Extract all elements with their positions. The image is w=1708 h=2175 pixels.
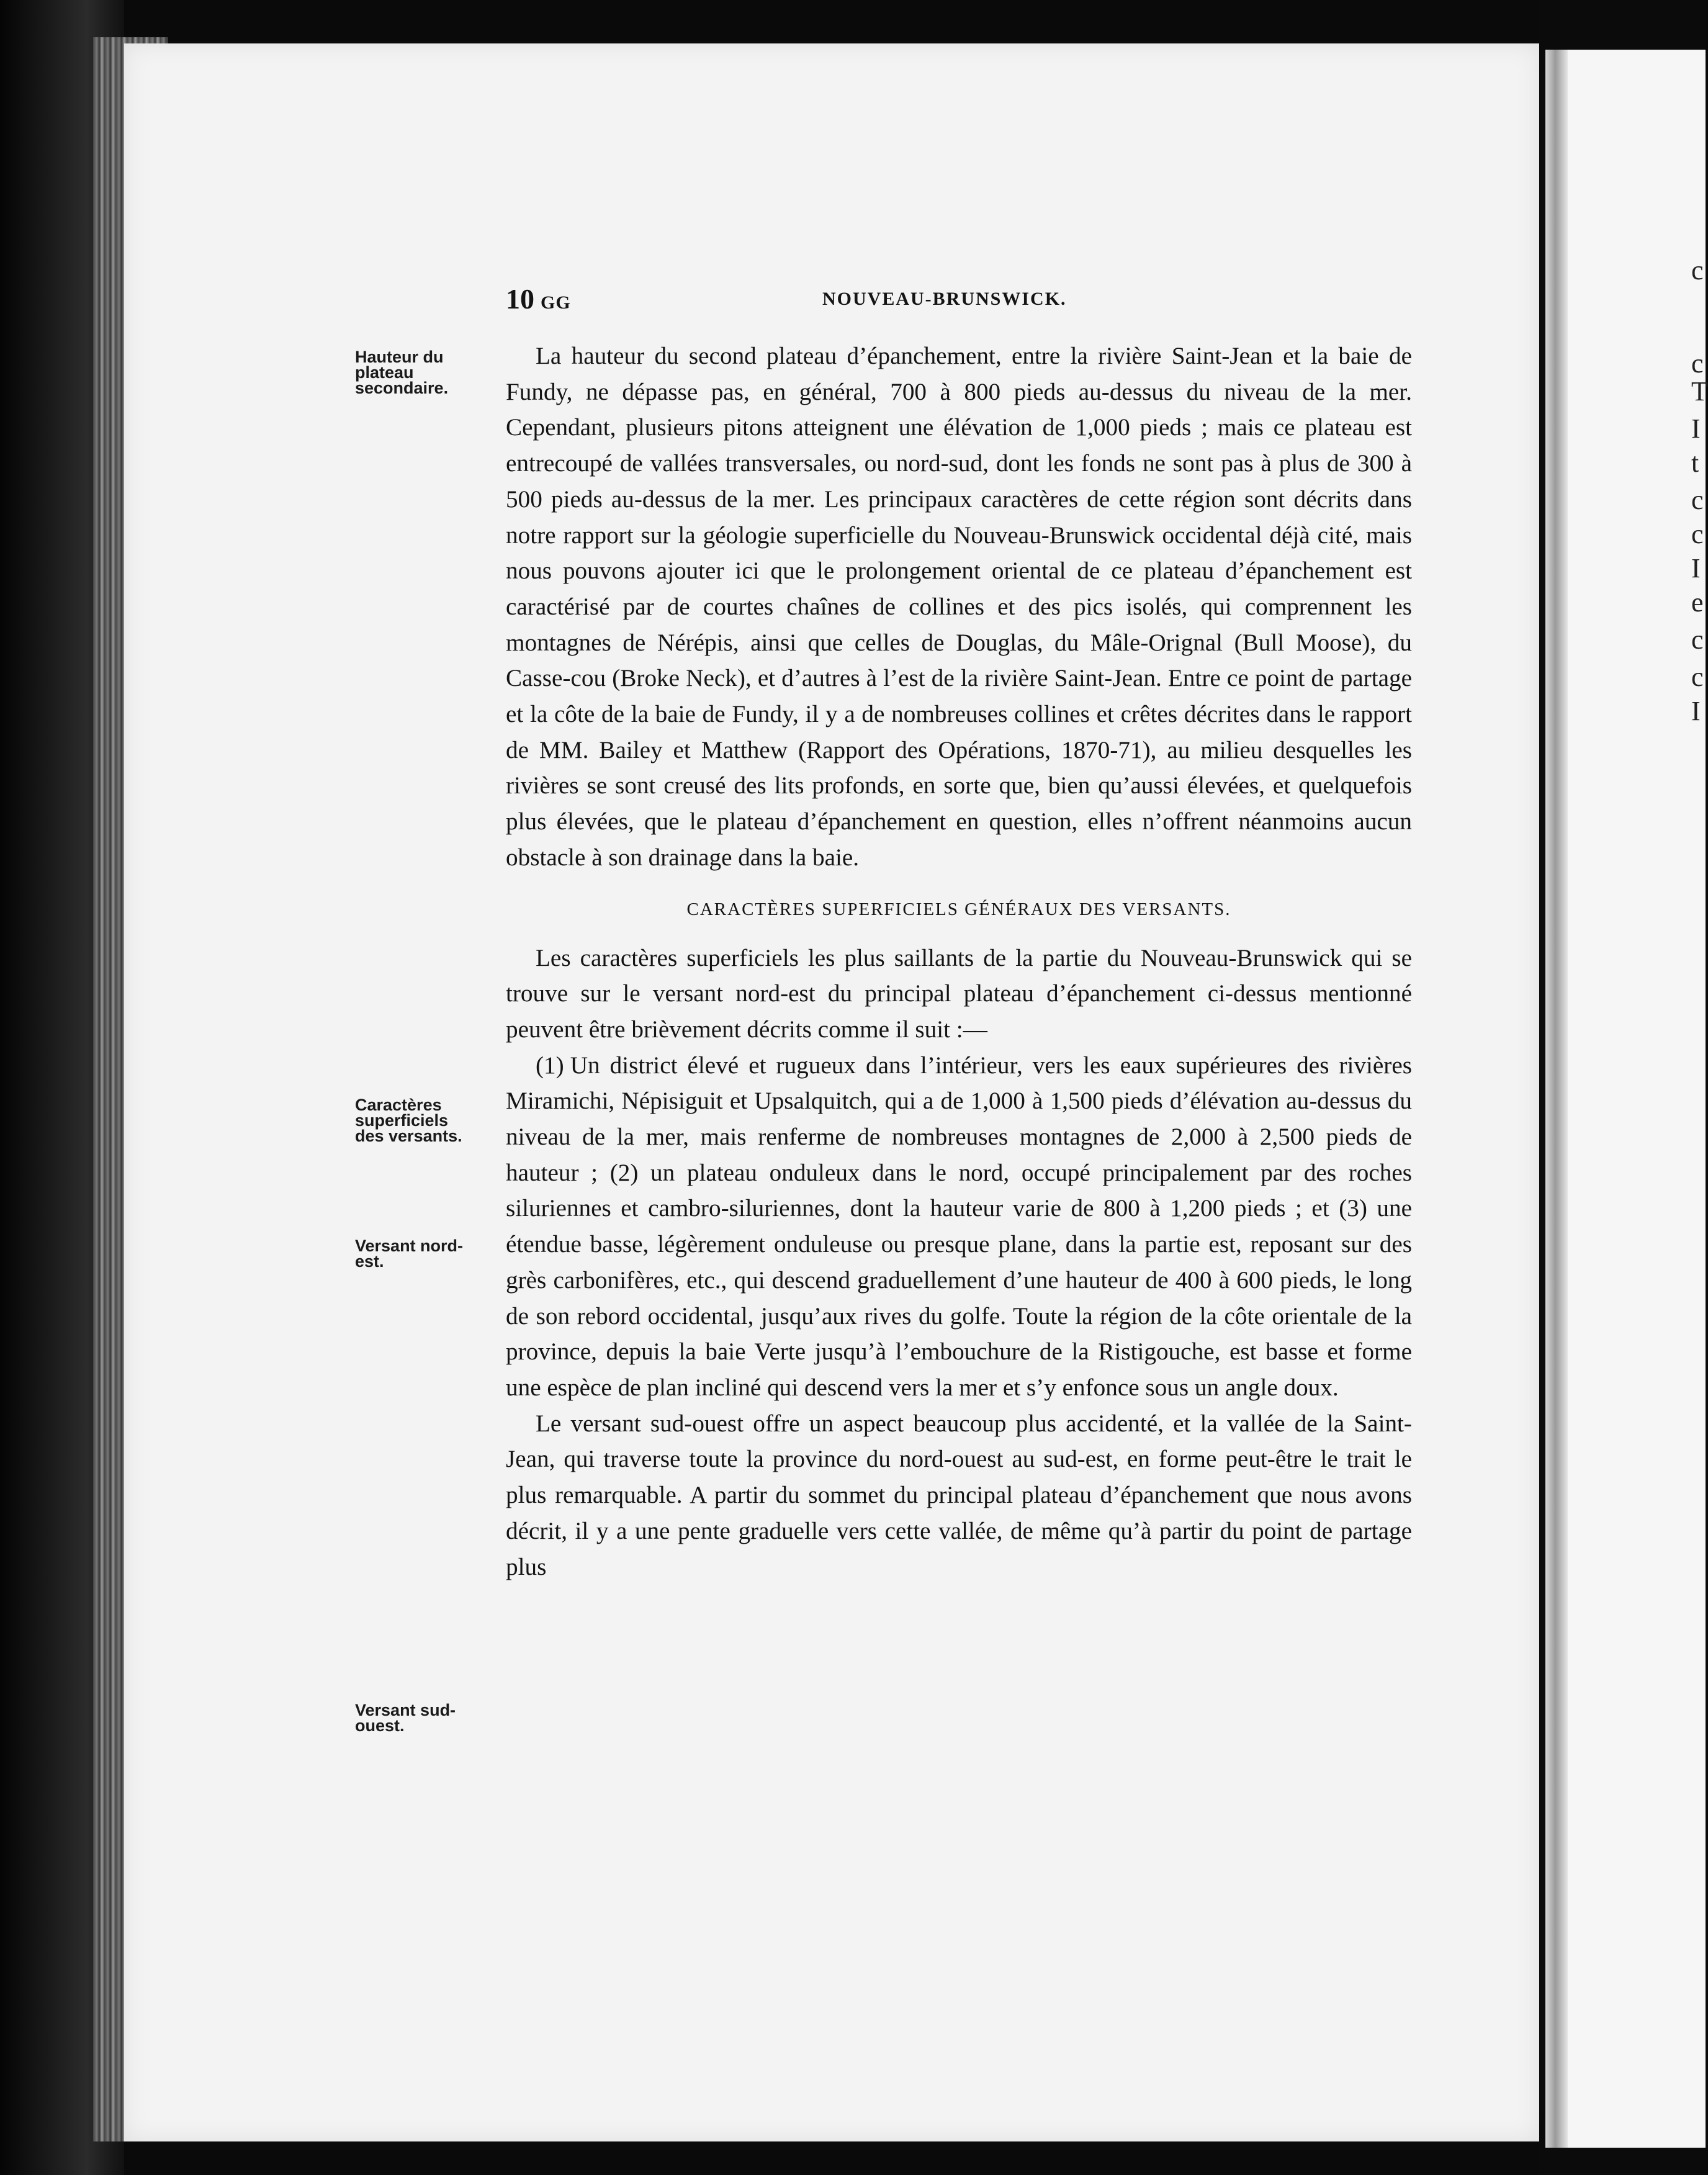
facing-page-letter: t xyxy=(1691,448,1699,478)
facing-page-letter: c xyxy=(1691,662,1704,692)
facing-page-letter: I xyxy=(1691,696,1701,726)
facing-page-letter: c xyxy=(1691,624,1704,655)
margin-note-hauteur: Hauteur du plateau secondaire. xyxy=(355,348,449,397)
page-body xyxy=(506,338,1412,1585)
margin-note-versant-nord-est: Versant nord- est. xyxy=(355,1236,464,1271)
paragraph-hauteur: La hauteur du second plateau d’épanchement, entre la rivière Saint-Jean et la baie de Fundy, ne dépasse pas, en général, 700 à 800 pieds au-dessus du niveau de la mer. Cependant, plusieurs pitons atteignent une élévation de 1,000 pieds ; mais ce plateau est entrecoupé de vallées transversales, ou nord-sud, dont les fonds ne sont pas à plus de 300 à 500 pieds au-dessus de la mer. Les principaux caractères de cette région sont décrits dans notre rapport sur la géologie superficielle du Nouveau-Brunswick occidental déjà cité, mais nous pouvons ajouter ici que le prolongement oriental de ce plateau d’épanchement est caractérisé par de courtes chaînes de collines et des pics isolés, qui comprennent les montagnes de Nérépis, ainsi que celles de Douglas, du Mâle-Orignal (Bull Moose), du Casse-cou (Broke Neck), et d’autres à l’est de la rivière Saint-Jean. Entre ce point de partage et la côte de la baie de Fundy, il y a de nombreuses collines et crêtes décrites dans le rapport de MM. Bailey et Matthew (Rapport des Opérations, 1870-71), au milieu desquelles les rivières se sont creusé des lits profonds, en sorte que, bien qu’aussi élevées, et quelquefois plus élevées, que le plateau d’épanchement en question, elles n’offrent néanmoins aucun obstacle à son drainage dans la baie. xyxy=(506,343,1412,871)
running-title: NOUVEAU-BRUNSWICK. xyxy=(822,289,1067,309)
facing-page-letter: c xyxy=(1691,485,1704,515)
margin-note-versant-sud-ouest: Versant sud- ouest. xyxy=(355,1701,456,1735)
section-title: CARACTÈRES SUPERFICIELS GÉNÉRAUX DES VERSANTS. xyxy=(686,899,1231,919)
book-spine-gutter xyxy=(1545,50,1568,2148)
page-header xyxy=(506,282,1412,320)
paragraph-number: (1) xyxy=(536,1051,564,1079)
paragraph-versant-sud-ouest: Le versant sud-ouest offre un aspect beaucoup plus accidenté, et la vallée de la Saint-Jean, qui traverse toute la province du nord-ouest au sud-est, en forme peut-être le trait le plus remarquable. A partir du sommet du principal plateau d’épanchement que nous avons décrit, il y a une pente graduelle vers cette vallée, de même qu’à partir du point de partage plus xyxy=(506,1410,1412,1580)
paragraph-versant-nord-est: (1) Un district élevé et rugueux dans l’intérieur, vers les eaux supérieures des rivières Miramichi, Népisiguit et Upsalquitch, qui a de 1,000 à 1,500 pieds d’élévation au-dessus du niveau de la mer, mais renferme de nombreuses montagnes de 2,000 à 2,500 pieds de hauteur ; (2) un plateau onduleux dans le nord, occupé principalement par des roches siluriennes et cambro-siluriennes, dont la hauteur varie de 800 à 1,200 pieds ; et (3) une étendue basse, légèrement onduleuse ou presque plane, dans la partie est, reposant sur des grès carbonifères, etc., qui descend graduellement d’une hauteur de 400 à 600 pieds, le long de son rebord occidental, jusqu’aux rives du golfe. Toute la région de la côte orientale de la province, depuis la baie Verte jusqu’à l’embouchure de la Ristigouche, est basse et forme une espèce de plan incliné qui descend vers la mer et s’y enfonce sous un angle doux. xyxy=(506,1051,1412,1401)
facing-page-letter: c xyxy=(1691,519,1704,549)
margin-note-caracteres: Caractères superficiels des versants. xyxy=(355,1096,462,1145)
facing-page-letter: I xyxy=(1691,413,1701,444)
facing-page-letter: e xyxy=(1691,587,1704,618)
facing-page-letter: c xyxy=(1691,255,1704,286)
page-number-suffix: GG xyxy=(541,292,571,313)
page-number: 10 GG xyxy=(506,283,571,315)
facing-page-letter: I xyxy=(1691,553,1701,583)
paragraph-caracteres: Les caractères superficiels les plus saillants de la partie du Nouveau-Brunswick qui se trouve sur le versant nord-est du principal plateau d’épanchement ci-dessus mentionné peuvent être brièvement décrits comme il suit :— xyxy=(506,944,1412,1043)
facing-page-strip xyxy=(1552,50,1706,2148)
facing-page-letter: c xyxy=(1691,348,1704,379)
facing-page-letter: T xyxy=(1691,376,1708,407)
